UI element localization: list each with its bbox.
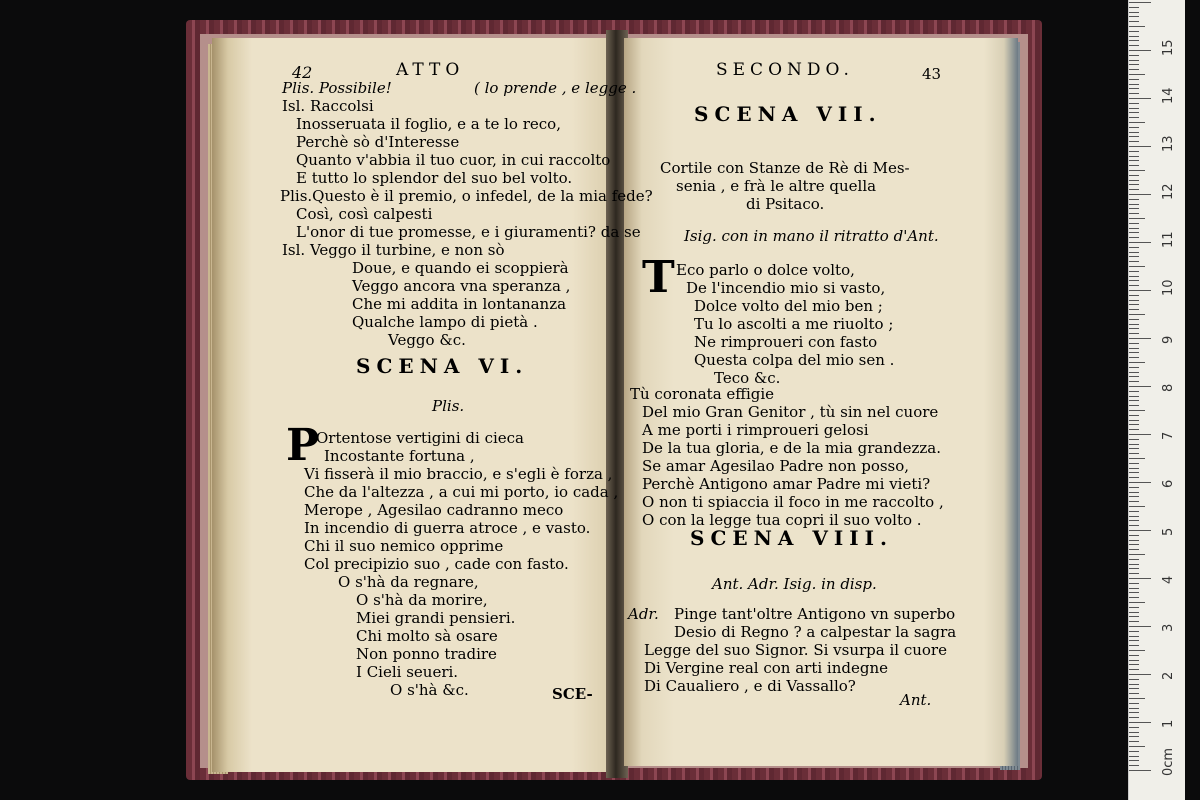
left-line: Non ponno tradire — [356, 645, 497, 663]
left-page-number: 42 — [292, 63, 313, 82]
ruler-tick — [1129, 2, 1151, 3]
right-line: Isig. con in mano il ritratto d'Ant. — [684, 227, 939, 245]
ruler-tick — [1129, 468, 1139, 469]
ruler-tick — [1129, 50, 1151, 51]
ruler-tick — [1129, 592, 1139, 593]
ruler-tick — [1129, 664, 1139, 665]
ruler-tick — [1129, 343, 1139, 344]
ruler-tick — [1129, 727, 1139, 728]
right-line: A me porti i rimproueri gelosi — [642, 421, 869, 439]
ruler-tick — [1129, 165, 1139, 166]
ruler-label: 0cm — [1161, 747, 1176, 776]
ruler-tick — [1129, 679, 1139, 680]
right-line: Di Caualiero , e di Vassallo? — [644, 677, 856, 695]
ruler-tick — [1129, 391, 1139, 392]
ruler-tick — [1129, 386, 1151, 387]
right-line: Eco parlo o dolce volto, — [676, 261, 855, 279]
ruler-tick — [1129, 765, 1139, 766]
right-page-number: 43 — [922, 65, 942, 83]
right-line: Tù coronata effigie — [630, 385, 775, 403]
ruler-tick — [1129, 376, 1139, 377]
ruler-tick — [1129, 252, 1139, 253]
left-line: E tutto lo splendor del suo bel volto. — [296, 169, 573, 187]
left-line: Merope , Agesilao cadranno meco — [304, 501, 564, 519]
right-line: Dolce volto del mio ben ; — [694, 297, 883, 315]
ruler-tick — [1129, 516, 1139, 517]
ruler-tick — [1129, 237, 1139, 238]
ruler-tick — [1129, 544, 1139, 545]
ruler-tick — [1129, 295, 1139, 296]
ruler-tick — [1129, 223, 1139, 224]
ruler-tick — [1129, 98, 1151, 99]
ruler-tick — [1129, 578, 1151, 579]
ruler-tick — [1129, 266, 1145, 267]
right-line: Teco &c. — [714, 369, 781, 387]
ruler-tick — [1129, 434, 1151, 435]
ruler-tick — [1129, 698, 1145, 699]
ruler-tick — [1129, 602, 1145, 603]
ruler-tick — [1129, 117, 1139, 118]
ruler-tick — [1129, 703, 1139, 704]
ruler-tick — [1129, 199, 1139, 200]
right-line: Del mio Gran Genitor , tù sin nel cuore — [642, 403, 939, 421]
ruler-label: 10 — [1161, 279, 1176, 296]
ruler-tick — [1129, 669, 1139, 670]
ruler-tick — [1129, 722, 1151, 723]
ruler-tick — [1129, 319, 1139, 320]
ruler-tick — [1129, 583, 1139, 584]
left-line: Quanto v'abbia il tuo cuor, in cui raccolto — [296, 151, 611, 169]
ruler-tick — [1129, 732, 1139, 733]
ruler-tick — [1129, 69, 1139, 70]
ruler-tick — [1129, 228, 1139, 229]
ruler-tick — [1129, 607, 1139, 608]
ruler-tick — [1129, 564, 1139, 565]
ruler-tick — [1129, 103, 1139, 104]
right-line: Ant. — [900, 691, 932, 709]
ruler-tick — [1129, 770, 1151, 771]
left-running-head: ATTO — [396, 60, 465, 80]
right-line: Cortile con Stanze de Rè di Mes- — [660, 159, 910, 177]
ruler-tick — [1129, 122, 1145, 123]
left-line: ( lo prende , e legge . — [474, 79, 637, 97]
ruler-tick — [1129, 261, 1139, 262]
ruler-tick — [1129, 482, 1151, 483]
ruler-tick — [1129, 328, 1139, 329]
ruler-tick — [1129, 45, 1139, 46]
right-line: senia , e frà le altre quella — [676, 177, 877, 195]
ruler-tick — [1129, 362, 1145, 363]
left-line: O s'hà &c. — [390, 681, 469, 699]
ruler-tick — [1129, 684, 1139, 685]
ruler-tick — [1129, 717, 1139, 718]
right-line: Legge del suo Signor. Si vsurpa il cuore — [644, 641, 947, 659]
ruler-tick — [1129, 506, 1145, 507]
ruler-tick — [1129, 597, 1139, 598]
ruler-label: 13 — [1161, 135, 1176, 152]
ruler-tick — [1129, 463, 1139, 464]
ruler-label: 12 — [1161, 183, 1176, 200]
right-line: Di Vergine real con arti indegne — [644, 659, 888, 677]
ruler-tick — [1129, 530, 1151, 531]
right-line: di Psitaco. — [746, 195, 825, 213]
ruler-label: 1 — [1161, 719, 1176, 728]
ruler-tick — [1129, 352, 1139, 353]
ruler-tick — [1129, 520, 1139, 521]
drop-cap-t: T — [642, 252, 675, 303]
ruler-tick — [1129, 568, 1139, 569]
ruler-tick — [1129, 688, 1139, 689]
ruler-tick — [1129, 746, 1145, 747]
ruler-tick — [1129, 453, 1139, 454]
ruler-label: 15 — [1161, 39, 1176, 56]
ruler-tick — [1129, 213, 1139, 214]
ruler-tick — [1129, 271, 1139, 272]
ruler-tick — [1129, 333, 1139, 334]
right-line: Desio di Regno ? a calpestar la sagra — [674, 623, 957, 641]
ruler-tick — [1129, 12, 1139, 13]
ruler-tick — [1129, 405, 1139, 406]
ruler-tick — [1129, 626, 1151, 627]
right-line: Adr. — [628, 605, 659, 623]
ruler-tick — [1129, 410, 1145, 411]
ruler-tick — [1129, 93, 1139, 94]
ruler-tick — [1129, 712, 1139, 713]
right-line: Se amar Agesilao Padre non posso, — [642, 457, 910, 475]
ruler-tick — [1129, 492, 1139, 493]
drop-cap-p: P — [286, 420, 320, 471]
ruler-label: 5 — [1161, 527, 1176, 536]
ruler-tick — [1129, 741, 1139, 742]
ruler-label: 2 — [1161, 671, 1176, 680]
right-running-head: SECONDO. — [716, 60, 854, 80]
ruler-tick — [1129, 760, 1139, 761]
ruler-tick — [1129, 194, 1151, 195]
right-line: Questa colpa del mio sen . — [694, 351, 895, 369]
ruler-tick — [1129, 74, 1145, 75]
ruler-tick — [1129, 496, 1139, 497]
ruler-tick — [1129, 415, 1139, 416]
ruler-tick — [1129, 256, 1139, 257]
ruler-tick — [1129, 588, 1139, 589]
left-line: Vi fisserà il mio braccio, e s'egli è forza , — [304, 465, 613, 483]
ruler-tick — [1129, 616, 1139, 617]
left-line: O s'hà da regnare, — [338, 573, 479, 591]
ruler-tick — [1129, 127, 1139, 128]
ruler-label: 11 — [1161, 231, 1176, 248]
ruler-tick — [1129, 751, 1139, 752]
ruler-tick — [1129, 655, 1139, 656]
ruler-tick — [1129, 208, 1139, 209]
ruler-label: 4 — [1161, 575, 1176, 584]
ruler-tick — [1129, 693, 1139, 694]
ruler-tick — [1129, 674, 1151, 675]
left-line: Miei grandi pensieri. — [356, 609, 516, 627]
ruler-tick — [1129, 736, 1139, 737]
ruler-tick — [1129, 559, 1139, 560]
right-line: O con la legge tua copri il suo volto . — [642, 511, 922, 529]
ruler-tick — [1129, 180, 1139, 181]
ruler-tick — [1129, 290, 1151, 291]
right-line: Ant. Adr. Isig. in disp. — [712, 575, 877, 593]
ruler-tick — [1129, 218, 1145, 219]
ruler-tick — [1129, 55, 1139, 56]
ruler-tick — [1129, 64, 1139, 65]
ruler-tick — [1129, 242, 1151, 243]
ruler-tick — [1129, 280, 1139, 281]
right-line: De l'incendio mio si vasto, — [686, 279, 886, 297]
ruler-tick — [1129, 31, 1139, 32]
left-line: Chi il suo nemico opprime — [304, 537, 504, 555]
ruler-tick — [1129, 372, 1139, 373]
ruler-tick — [1129, 16, 1139, 17]
ruler-tick — [1129, 204, 1139, 205]
ruler-tick — [1129, 348, 1139, 349]
ruler-tick — [1129, 314, 1145, 315]
left-line: Perchè sò d'Interesse — [296, 133, 460, 151]
right-line: De la tua gloria, e de la mia grandezza. — [642, 439, 941, 457]
ruler-tick — [1129, 26, 1145, 27]
catchword: SCE- — [552, 685, 593, 703]
ruler-tick — [1129, 276, 1139, 277]
left-line: Inosseruata il foglio, e a te lo reco, — [296, 115, 561, 133]
left-line: Isl. Veggo il turbine, e non sò — [282, 241, 505, 259]
ruler-tick — [1129, 247, 1139, 248]
ruler-tick — [1129, 132, 1139, 133]
ruler-tick — [1129, 36, 1139, 37]
ruler-tick — [1129, 612, 1139, 613]
ruler-tick — [1129, 309, 1139, 310]
ruler-tick — [1129, 400, 1139, 401]
ruler-tick — [1129, 175, 1139, 176]
left-line: O s'hà da morire, — [356, 591, 488, 609]
right-line: Perchè Antigono amar Padre mi vieti? — [642, 475, 931, 493]
ruler-tick — [1129, 636, 1139, 637]
ruler-tick — [1129, 141, 1139, 142]
left-line: Veggo &c. — [388, 331, 466, 349]
ruler-tick — [1129, 477, 1139, 478]
ruler-label: 14 — [1161, 87, 1176, 104]
ruler-tick — [1129, 621, 1139, 622]
ruler-tick — [1129, 487, 1139, 488]
ruler-tick — [1129, 472, 1139, 473]
ruler-tick — [1129, 444, 1139, 445]
ruler-tick — [1129, 300, 1139, 301]
ruler-tick — [1129, 448, 1139, 449]
ruler-tick — [1129, 573, 1139, 574]
ruler-tick — [1129, 232, 1139, 233]
ruler-tick — [1129, 84, 1139, 85]
ruler-tick — [1129, 60, 1139, 61]
left-line: Che mi addita in lontananza — [352, 295, 567, 313]
ruler-tick — [1129, 458, 1145, 459]
ruler-tick — [1129, 151, 1139, 152]
left-line: In incendio di guerra atroce , e vasto. — [304, 519, 591, 537]
ruler-label: 8 — [1161, 383, 1176, 392]
right-line: Pinge tant'oltre Antigono vn superbo — [674, 605, 956, 623]
scena-viii-title: SCENA VIII. — [690, 526, 893, 550]
ruler-label: 9 — [1161, 335, 1176, 344]
ruler-tick — [1129, 756, 1139, 757]
ruler-label: 3 — [1161, 623, 1176, 632]
scena-vi-title: SCENA VI. — [356, 354, 529, 378]
ruler-tick — [1129, 424, 1139, 425]
ruler-tick — [1129, 108, 1139, 109]
right-line: O non ti spiaccia il foco in me raccolto , — [642, 493, 944, 511]
ruler-tick — [1129, 396, 1139, 397]
left-line: Isl. Raccolsi — [282, 97, 374, 115]
scena-vii-title: SCENA VII. — [694, 102, 882, 126]
ruler-tick — [1129, 146, 1151, 147]
ruler-tick — [1129, 554, 1145, 555]
left-line: Plis. — [432, 397, 465, 415]
ruler-tick — [1129, 324, 1139, 325]
ruler-tick — [1129, 285, 1139, 286]
left-line: Qualche lampo di pietà . — [352, 313, 538, 331]
ruler-label: 6 — [1161, 479, 1176, 488]
left-line: Così, così calpesti — [296, 205, 433, 223]
ruler-tick — [1129, 420, 1139, 421]
ruler-tick — [1129, 640, 1139, 641]
ruler-tick — [1129, 21, 1139, 22]
ruler-tick — [1129, 429, 1139, 430]
left-line: Ortentose vertigini di cieca — [316, 429, 524, 447]
ruler-tick — [1129, 7, 1139, 8]
right-line: Ne rimproueri con fasto — [694, 333, 878, 351]
ruler-tick — [1129, 439, 1139, 440]
ruler-tick — [1129, 184, 1139, 185]
ruler-label: 7 — [1161, 431, 1176, 440]
ruler-tick — [1129, 357, 1139, 358]
ruler-tick — [1129, 367, 1139, 368]
ruler-tick — [1129, 501, 1139, 502]
ruler-tick — [1129, 535, 1139, 536]
ruler-tick — [1129, 156, 1139, 157]
ruler-tick — [1129, 381, 1139, 382]
left-line: Incostante fortuna , — [324, 447, 475, 465]
ruler-tick — [1129, 540, 1139, 541]
measuring-ruler — [1128, 0, 1185, 800]
ruler-tick — [1129, 511, 1139, 512]
ruler-tick — [1129, 112, 1139, 113]
left-line: Che da l'altezza , a cui mi porto, io cada , — [304, 483, 619, 501]
ruler-tick — [1129, 708, 1139, 709]
ruler-tick — [1129, 645, 1139, 646]
ruler-tick — [1129, 79, 1139, 80]
ruler-tick — [1129, 650, 1145, 651]
ruler-tick — [1129, 40, 1139, 41]
ruler-tick — [1129, 549, 1139, 550]
ruler-tick — [1129, 189, 1139, 190]
left-line: Veggo ancora vna speranza , — [352, 277, 571, 295]
right-line: Tu lo ascolti a me riuolto ; — [694, 315, 894, 333]
ruler-tick — [1129, 160, 1139, 161]
left-line: I Cieli seueri. — [356, 663, 459, 681]
ruler-tick — [1129, 88, 1139, 89]
left-line: Doue, e quando ei scoppierà — [352, 259, 569, 277]
ruler-tick — [1129, 631, 1139, 632]
left-line: Col precipizio suo , cade con fasto. — [304, 555, 569, 573]
ruler-tick — [1129, 660, 1139, 661]
left-line: Plis. Possibile! — [282, 79, 392, 97]
ruler-tick — [1129, 525, 1139, 526]
ruler-tick — [1129, 338, 1151, 339]
ruler-tick — [1129, 136, 1139, 137]
left-line: Chi molto sà osare — [356, 627, 498, 645]
ruler-tick — [1129, 304, 1139, 305]
ruler-tick — [1129, 170, 1145, 171]
left-line: Plis.Questo è il premio, o infedel, de la mia fede? — [280, 187, 653, 205]
left-line: L'onor di tue promesse, e i giuramenti? da se — [296, 223, 641, 241]
